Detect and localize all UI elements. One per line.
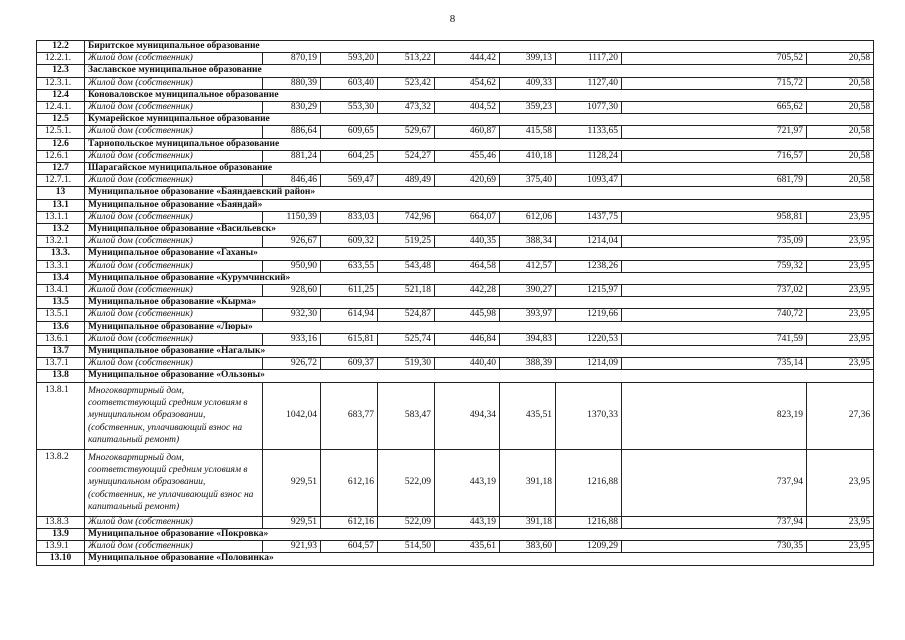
value-cell: 615,81 xyxy=(321,333,378,345)
row-code: 13.7 xyxy=(37,346,85,358)
table-row xyxy=(37,541,874,553)
value-cell: 435,61 xyxy=(435,541,500,553)
value-cell: 20,58 xyxy=(807,150,874,162)
value-cell: 1117,20 xyxy=(556,53,622,65)
value-cell: 716,57 xyxy=(622,150,807,162)
value-cell: 933,16 xyxy=(263,333,321,345)
section-title: Муниципальное образование «Ользоны» xyxy=(85,370,874,382)
section-title: Муниципальное образование «Васильевск» xyxy=(85,224,874,236)
value-cell: 932,30 xyxy=(263,309,321,321)
value-cell: 23,95 xyxy=(807,449,874,516)
value-cell: 454,62 xyxy=(435,77,500,89)
section-row xyxy=(37,370,874,382)
row-code: 13.3. xyxy=(37,248,85,260)
value-cell: 1216,88 xyxy=(556,516,622,528)
value-cell: 1215,97 xyxy=(556,285,622,297)
row-code: 12.5 xyxy=(37,114,85,126)
row-code: 12.7.1. xyxy=(37,175,85,187)
row-code: 13.10 xyxy=(37,553,85,565)
row-description: Жилой дом (собственник) xyxy=(85,102,263,114)
section-title: Муниципальное образование «Баяндай» xyxy=(85,199,874,211)
value-cell: 846,46 xyxy=(263,175,321,187)
section-title: Коноваловское муниципальное образование xyxy=(85,89,874,101)
value-cell: 609,32 xyxy=(321,236,378,248)
row-description: Жилой дом (собственник) xyxy=(85,126,263,138)
table-row xyxy=(37,211,874,223)
row-code: 12.5.1. xyxy=(37,126,85,138)
table-row xyxy=(37,236,874,248)
value-cell: 735,09 xyxy=(622,236,807,248)
value-cell: 683,77 xyxy=(321,382,378,449)
value-cell: 1127,40 xyxy=(556,77,622,89)
value-cell: 494,34 xyxy=(435,382,500,449)
row-code: 12.2.1. xyxy=(37,53,85,65)
row-code: 13.9.1 xyxy=(37,541,85,553)
value-cell: 420,69 xyxy=(435,175,500,187)
value-cell: 928,60 xyxy=(263,285,321,297)
section-row xyxy=(37,114,874,126)
value-cell: 1150,39 xyxy=(263,211,321,223)
table-row xyxy=(37,333,874,345)
section-title: Тарнопольское муниципальное образование xyxy=(85,138,874,150)
row-code: 12.3.1. xyxy=(37,77,85,89)
value-cell: 525,74 xyxy=(378,333,435,345)
value-cell: 391,18 xyxy=(500,449,556,516)
value-cell: 929,51 xyxy=(263,449,321,516)
value-cell: 20,58 xyxy=(807,53,874,65)
value-cell: 1214,04 xyxy=(556,236,622,248)
row-code: 13.8.2 xyxy=(37,449,85,516)
section-row xyxy=(37,89,874,101)
value-cell: 20,58 xyxy=(807,175,874,187)
row-code: 13.2 xyxy=(37,224,85,236)
row-code: 12.7 xyxy=(37,163,85,175)
row-description: Жилой дом (собственник) xyxy=(85,333,263,345)
value-cell: 519,30 xyxy=(378,358,435,370)
table-body xyxy=(37,41,874,566)
value-cell: 612,16 xyxy=(321,449,378,516)
table-row xyxy=(37,77,874,89)
value-cell: 442,28 xyxy=(435,285,500,297)
value-cell: 27,36 xyxy=(807,382,874,449)
value-cell: 926,67 xyxy=(263,236,321,248)
value-cell: 435,51 xyxy=(500,382,556,449)
value-cell: 612,06 xyxy=(500,211,556,223)
value-cell: 23,95 xyxy=(807,260,874,272)
value-cell: 737,94 xyxy=(622,516,807,528)
row-code: 13.1 xyxy=(37,199,85,211)
row-code: 13.1.1 xyxy=(37,211,85,223)
value-cell: 665,62 xyxy=(622,102,807,114)
row-code: 13.4.1 xyxy=(37,285,85,297)
section-title: Заславское муниципальное образование xyxy=(85,65,874,77)
section-title: Муниципальное образование «Покровка» xyxy=(85,528,874,540)
row-description: Жилой дом (собственник) xyxy=(85,285,263,297)
row-code: 12.3 xyxy=(37,65,85,77)
value-cell: 390,27 xyxy=(500,285,556,297)
table-row xyxy=(37,449,874,516)
value-cell: 383,60 xyxy=(500,541,556,553)
value-cell: 440,40 xyxy=(435,358,500,370)
value-cell: 1437,75 xyxy=(556,211,622,223)
value-cell: 23,95 xyxy=(807,333,874,345)
section-row xyxy=(37,138,874,150)
value-cell: 513,22 xyxy=(378,53,435,65)
row-description: Жилой дом (собственник) xyxy=(85,175,263,187)
value-cell: 612,16 xyxy=(321,516,378,528)
row-code: 13.8.3 xyxy=(37,516,85,528)
table-row xyxy=(37,53,874,65)
value-cell: 524,87 xyxy=(378,309,435,321)
value-cell: 445,98 xyxy=(435,309,500,321)
value-cell: 473,32 xyxy=(378,102,435,114)
value-cell: 715,72 xyxy=(622,77,807,89)
row-description: Многоквартирный дом, соответствующий средним условиям в муниципальном образовании, (собственник, не уплачивающий взнос на капитальный ремонт) xyxy=(85,449,263,516)
row-code: 12.4.1. xyxy=(37,102,85,114)
value-cell: 880,39 xyxy=(263,77,321,89)
value-cell: 1133,65 xyxy=(556,126,622,138)
value-cell: 604,57 xyxy=(321,541,378,553)
section-row xyxy=(37,163,874,175)
row-code: 13.5 xyxy=(37,297,85,309)
value-cell: 455,46 xyxy=(435,150,500,162)
row-description: Жилой дом (собственник) xyxy=(85,150,263,162)
value-cell: 604,25 xyxy=(321,150,378,162)
value-cell: 553,30 xyxy=(321,102,378,114)
section-row xyxy=(37,346,874,358)
value-cell: 1219,66 xyxy=(556,309,622,321)
value-cell: 583,47 xyxy=(378,382,435,449)
value-cell: 388,39 xyxy=(500,358,556,370)
section-row xyxy=(37,297,874,309)
value-cell: 399,13 xyxy=(500,53,556,65)
value-cell: 20,58 xyxy=(807,77,874,89)
value-cell: 519,25 xyxy=(378,236,435,248)
value-cell: 460,87 xyxy=(435,126,500,138)
section-title: Шарагайское муниципальное образование xyxy=(85,163,874,175)
value-cell: 440,35 xyxy=(435,236,500,248)
section-row xyxy=(37,199,874,211)
section-row xyxy=(37,224,874,236)
row-description: Многоквартирный дом, соответствующий средним условиям в муниципальном образовании, (собственник, уплачивающий взнос на капитальный ремонт) xyxy=(85,382,263,449)
section-title: Муниципальное образование «Люры» xyxy=(85,321,874,333)
section-row xyxy=(37,553,874,565)
value-cell: 522,09 xyxy=(378,449,435,516)
value-cell: 23,95 xyxy=(807,211,874,223)
value-cell: 611,25 xyxy=(321,285,378,297)
value-cell: 514,50 xyxy=(378,541,435,553)
row-code: 13.2.1 xyxy=(37,236,85,248)
value-cell: 409,33 xyxy=(500,77,556,89)
value-cell: 830,29 xyxy=(263,102,321,114)
row-code: 13.6 xyxy=(37,321,85,333)
row-code: 13.4 xyxy=(37,272,85,284)
value-cell: 1077,30 xyxy=(556,102,622,114)
value-cell: 393,97 xyxy=(500,309,556,321)
value-cell: 1370,33 xyxy=(556,382,622,449)
value-cell: 742,96 xyxy=(378,211,435,223)
row-code: 13.5.1 xyxy=(37,309,85,321)
section-row xyxy=(37,528,874,540)
value-cell: 1238,26 xyxy=(556,260,622,272)
value-cell: 23,95 xyxy=(807,236,874,248)
value-cell: 921,93 xyxy=(263,541,321,553)
value-cell: 1042,04 xyxy=(263,382,321,449)
section-row xyxy=(37,187,874,199)
value-cell: 1216,88 xyxy=(556,449,622,516)
row-description: Жилой дом (собственник) xyxy=(85,236,263,248)
value-cell: 1128,24 xyxy=(556,150,622,162)
table-row xyxy=(37,175,874,187)
table-row xyxy=(37,126,874,138)
value-cell: 521,18 xyxy=(378,285,435,297)
value-cell: 609,37 xyxy=(321,358,378,370)
value-cell: 20,58 xyxy=(807,102,874,114)
row-code: 12.6.1 xyxy=(37,150,85,162)
value-cell: 523,42 xyxy=(378,77,435,89)
value-cell: 737,94 xyxy=(622,449,807,516)
row-code: 13 xyxy=(37,187,85,199)
row-description: Жилой дом (собственник) xyxy=(85,309,263,321)
table-row xyxy=(37,358,874,370)
tariff-table xyxy=(36,40,874,566)
value-cell: 950,90 xyxy=(263,260,321,272)
row-description: Жилой дом (собственник) xyxy=(85,53,263,65)
row-code: 13.7.1 xyxy=(37,358,85,370)
value-cell: 404,52 xyxy=(435,102,500,114)
value-cell: 443,19 xyxy=(435,449,500,516)
value-cell: 833,03 xyxy=(321,211,378,223)
value-cell: 721,97 xyxy=(622,126,807,138)
section-row xyxy=(37,272,874,284)
row-code: 13.8 xyxy=(37,370,85,382)
value-cell: 730,35 xyxy=(622,541,807,553)
value-cell: 23,95 xyxy=(807,309,874,321)
table-row xyxy=(37,150,874,162)
value-cell: 415,58 xyxy=(500,126,556,138)
table-row xyxy=(37,309,874,321)
row-code: 13.8.1 xyxy=(37,382,85,449)
row-code: 12.2 xyxy=(37,41,85,53)
value-cell: 740,72 xyxy=(622,309,807,321)
value-cell: 881,24 xyxy=(263,150,321,162)
value-cell: 543,48 xyxy=(378,260,435,272)
section-row xyxy=(37,248,874,260)
value-cell: 886,64 xyxy=(263,126,321,138)
value-cell: 870,19 xyxy=(263,53,321,65)
row-code: 13.6.1 xyxy=(37,333,85,345)
value-cell: 20,58 xyxy=(807,126,874,138)
section-title: Муниципальное образование «Гаханы» xyxy=(85,248,874,260)
value-cell: 823,19 xyxy=(622,382,807,449)
value-cell: 681,79 xyxy=(622,175,807,187)
value-cell: 359,23 xyxy=(500,102,556,114)
row-code: 12.4 xyxy=(37,89,85,101)
section-title: Муниципальное образование «Кырма» xyxy=(85,297,874,309)
section-title: Муниципальное образование «Нагалык» xyxy=(85,346,874,358)
value-cell: 569,47 xyxy=(321,175,378,187)
table-row xyxy=(37,516,874,528)
section-row xyxy=(37,41,874,53)
section-row xyxy=(37,65,874,77)
section-row xyxy=(37,321,874,333)
value-cell: 388,34 xyxy=(500,236,556,248)
value-cell: 529,67 xyxy=(378,126,435,138)
row-description: Жилой дом (собственник) xyxy=(85,541,263,553)
section-title: Биритское муниципальное образование xyxy=(85,41,874,53)
value-cell: 737,02 xyxy=(622,285,807,297)
value-cell: 741,59 xyxy=(622,333,807,345)
row-description: Жилой дом (собственник) xyxy=(85,211,263,223)
section-title: Муниципальное образование «Половинка» xyxy=(85,553,874,565)
value-cell: 1209,29 xyxy=(556,541,622,553)
value-cell: 394,83 xyxy=(500,333,556,345)
value-cell: 958,81 xyxy=(622,211,807,223)
page-number: 8 xyxy=(449,13,456,25)
section-title: Муниципальное образование «Курумчинский» xyxy=(85,272,874,284)
row-description: Жилой дом (собственник) xyxy=(85,358,263,370)
value-cell: 412,57 xyxy=(500,260,556,272)
value-cell: 735,14 xyxy=(622,358,807,370)
table-row xyxy=(37,102,874,114)
value-cell: 524,27 xyxy=(378,150,435,162)
value-cell: 23,95 xyxy=(807,358,874,370)
value-cell: 614,94 xyxy=(321,309,378,321)
row-code: 13.9 xyxy=(37,528,85,540)
value-cell: 375,40 xyxy=(500,175,556,187)
value-cell: 705,52 xyxy=(622,53,807,65)
value-cell: 443,19 xyxy=(435,516,500,528)
value-cell: 759,32 xyxy=(622,260,807,272)
row-description: Жилой дом (собственник) xyxy=(85,260,263,272)
row-description: Жилой дом (собственник) xyxy=(85,516,263,528)
row-code: 12.6 xyxy=(37,138,85,150)
value-cell: 446,84 xyxy=(435,333,500,345)
section-title: Кумарейское муниципальное образование xyxy=(85,114,874,126)
value-cell: 926,72 xyxy=(263,358,321,370)
value-cell: 23,95 xyxy=(807,541,874,553)
value-cell: 664,07 xyxy=(435,211,500,223)
row-code: 13.3.1 xyxy=(37,260,85,272)
table-row xyxy=(37,382,874,449)
value-cell: 593,20 xyxy=(321,53,378,65)
value-cell: 464,58 xyxy=(435,260,500,272)
value-cell: 609,65 xyxy=(321,126,378,138)
table-row xyxy=(37,285,874,297)
value-cell: 633,55 xyxy=(321,260,378,272)
value-cell: 1220,53 xyxy=(556,333,622,345)
value-cell: 1214,09 xyxy=(556,358,622,370)
value-cell: 410,18 xyxy=(500,150,556,162)
value-cell: 1093,47 xyxy=(556,175,622,187)
value-cell: 603,40 xyxy=(321,77,378,89)
table-row xyxy=(37,260,874,272)
value-cell: 23,95 xyxy=(807,516,874,528)
value-cell: 23,95 xyxy=(807,285,874,297)
section-title: Муниципальное образование «Баяндаевский район» xyxy=(85,187,874,199)
value-cell: 444,42 xyxy=(435,53,500,65)
row-description: Жилой дом (собственник) xyxy=(85,77,263,89)
value-cell: 489,49 xyxy=(378,175,435,187)
value-cell: 522,09 xyxy=(378,516,435,528)
value-cell: 929,51 xyxy=(263,516,321,528)
value-cell: 391,18 xyxy=(500,516,556,528)
